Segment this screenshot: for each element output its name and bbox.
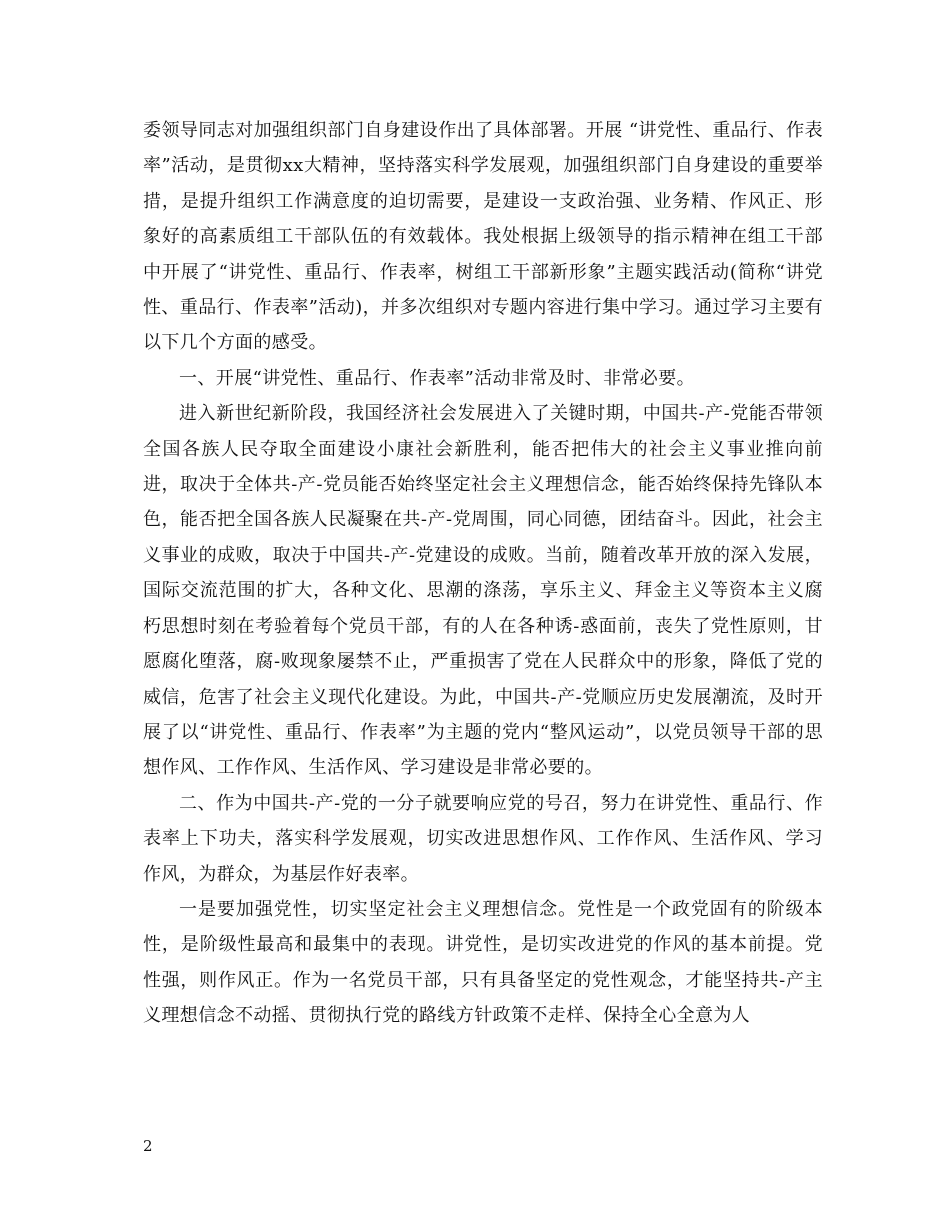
paragraph-section-one-heading: 一、开展“讲党性、重品行、作表率”活动非常及时、非常必要。 xyxy=(179,367,696,389)
page-number: 2 xyxy=(143,1137,153,1155)
paragraph-new-era: 进入新世纪新阶段，我国经济社会发展进入了关键时期，中国共-产-党能否带领全国各族人民夺取全面建设小康社会新胜利，能否把伟大的社会主义事业推向前进，取决于全体共-产-党员能否始终坚定社会主义理想信念，能否始终保持先锋队本色，能否把全国各族人民凝聚在共-产-党周围，同心同德，团结奋斗。因此，社会主义事业的成败，取决于中国共-产-党建设的成败。当前，随着改革开放的深入发展，国际交流范围的扩大，各种文化、思潮的涤荡，享乐主义、拜金主义等资本主义腐朽思想时刻在考验着每个党员干部，有的人在各种诱-惑面前，丧失了党性原则，甘愿腐化堕落，腐-败现象屡禁不止，严重损害了党在人民群众中的形象，降低了党的威信，危害了社会主义现代化建设。为此，中国共-产-党顺应历史发展潮流，及时开展了以“讲党性、重品行、作表率”为主题的党内“整风运动”，以党员领导干部的思想作风、工作作风、生活作风、学习建设是非常必要的。 xyxy=(143,403,823,779)
paragraph-section-two-heading: 二、作为中国共-产-党的一分子就要响应党的号召，努力在讲党性、重品行、作表率上下功夫，落实科学发展观，切实改进思想作风、工作作风、生活作风、学习作风，为群众，为基层作好表率。 xyxy=(143,792,823,885)
paragraph-intro: 委领导同志对加强组织部门自身建设作出了具体部署。开展 “讲党性、重品行、作表率”活动，是贯彻xx大精神，坚持落实科学发展观，加强组织部门自身建设的重要举措，是提升组织工作满意度的迫切需要，是建设一支政治强、业务精、作风正、形象好的高素质组工干部队伍的有效载体。我处根据上级领导的指示精神在组工干部中开展了“讲党性、重品行、作表率，树组工干部新形象”主题实践活动(简称“讲党性、重品行、作表率”活动)，并多次组织对专题内容进行集中学习。通过学习主要有以下几个方面的感受。 xyxy=(143,120,823,354)
paragraph-point-one: 一是要加强党性，切实坚定社会主义理想信念。党性是一个政党固有的阶级本性，是阶级性最高和最集中的表现。讲党性，是切实改进党的作风的基本前提。党性强，则作风正。作为一名党员干部，只有具备坚定的党性观念，才能坚持共-产主义理想信念不动摇、贯彻执行党的路线方针政策不走样、保持全心全意为人 xyxy=(143,898,823,1027)
body-text xyxy=(143,113,823,1034)
